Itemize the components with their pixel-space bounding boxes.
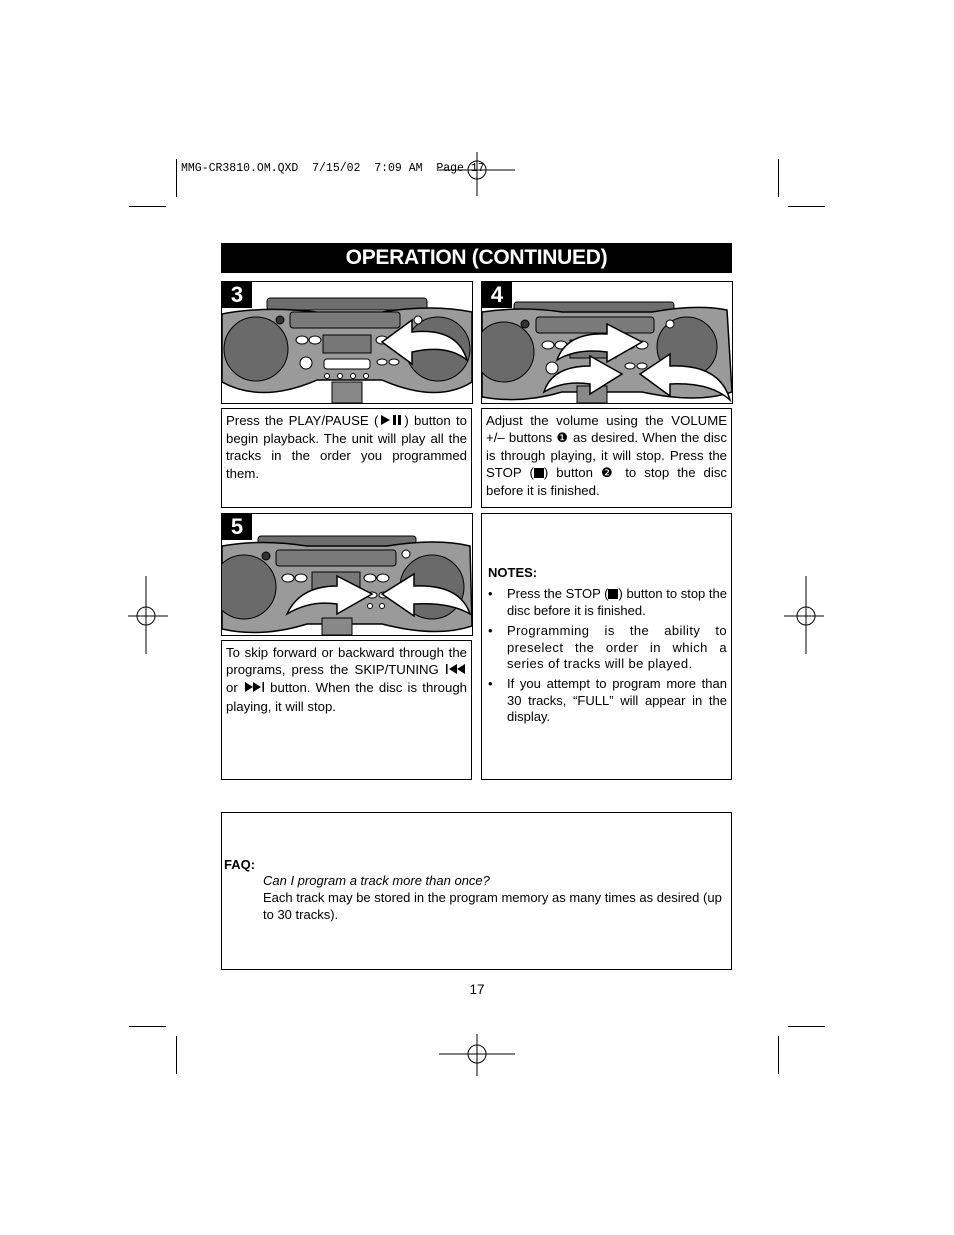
callout-2: ❷ — [600, 464, 618, 480]
step-3-text-part-a: Press the PLAY/PAUSE ( — [226, 413, 379, 428]
step-4-text-part-c: ) button — [543, 464, 601, 480]
crop-mark-tl-v — [176, 159, 177, 197]
registration-mark-bottom — [437, 1034, 517, 1078]
step-5-text — [221, 640, 472, 780]
step-number: 3 — [222, 282, 252, 308]
bullet: • — [488, 676, 493, 692]
step-5-text-part-a: To skip forward or backward through the programs, press the SKIP/TUNING — [226, 645, 467, 678]
radio-illustration — [482, 282, 732, 403]
list-item — [488, 676, 727, 726]
note-2: Programming is the ability to preselect the order in which a series of tracks will be played. — [507, 622, 727, 672]
note-1-part-b: ) button to stop the disc before it is finished. — [507, 586, 727, 619]
faq-box — [221, 812, 732, 970]
list-item — [488, 623, 727, 673]
callout-1: ❶ — [556, 430, 569, 446]
step-3-text-part-b: ) button to begin playback. The unit will play all the tracks in the order you programmed them. — [226, 413, 467, 481]
step-4-text-part-d: to stop the disc before it is finished. — [486, 464, 728, 499]
step-number: 4 — [482, 282, 512, 308]
step-4-illustration — [481, 281, 733, 404]
crop-mark-bl-v — [176, 1036, 177, 1074]
step-4-text — [481, 408, 732, 508]
step-5-illustration — [221, 513, 473, 636]
step-number: 5 — [222, 514, 252, 540]
crop-mark-tr-h — [788, 206, 825, 207]
crop-mark-tl-h — [129, 206, 166, 207]
step-5-text-or: or — [226, 680, 243, 696]
skip-forward-icon — [243, 680, 265, 697]
note-1-part-a: Press the STOP ( — [507, 586, 609, 602]
step-5-text-part-b: button. When the disc is through playing, it will stop. — [226, 680, 468, 714]
play-pause-icon — [378, 413, 404, 430]
registration-mark-left — [126, 576, 170, 656]
faq-answer: Each track may be stored in the program memory as many times as desired (up to 30 tracks). — [263, 890, 722, 922]
step-3-text — [221, 408, 472, 508]
bullet: • — [488, 622, 493, 638]
stop-icon — [608, 587, 618, 604]
page-number: 17 — [469, 982, 485, 997]
bullet: • — [488, 586, 493, 602]
crop-mark-bl-h — [129, 1026, 166, 1027]
notes-box — [481, 513, 732, 780]
list-item — [488, 586, 727, 620]
crop-mark-br-v — [778, 1036, 779, 1074]
skip-back-icon — [445, 662, 467, 679]
print-slug: MMG-CR3810.OM.QXD 7/15/02 7:09 AM Page 17 — [181, 162, 485, 175]
step-4-text-part-a: Adjust the volume using the VOLUME +/– buttons — [486, 413, 727, 446]
step-4-text-part-b: as desired. When the disc is through playing, it will stop. Press the STOP ( — [486, 430, 727, 480]
crop-mark-br-h — [788, 1026, 825, 1027]
crop-mark-tr-v — [778, 159, 779, 197]
faq-question: Can I program a track more than once? — [263, 873, 490, 888]
radio-illustration — [222, 282, 472, 403]
section-title: OPERATION (CONTINUED) — [221, 243, 732, 273]
registration-mark-right — [782, 576, 826, 656]
notes-list — [488, 586, 727, 726]
stop-icon — [534, 465, 544, 482]
faq-label: FAQ: — [224, 857, 256, 872]
step-3-illustration — [221, 281, 473, 404]
radio-illustration — [222, 514, 472, 635]
notes-title: NOTES: — [488, 565, 538, 580]
note-3: If you attempt to program more than 30 tracks, “FULL” will appear in the display. — [507, 676, 727, 725]
